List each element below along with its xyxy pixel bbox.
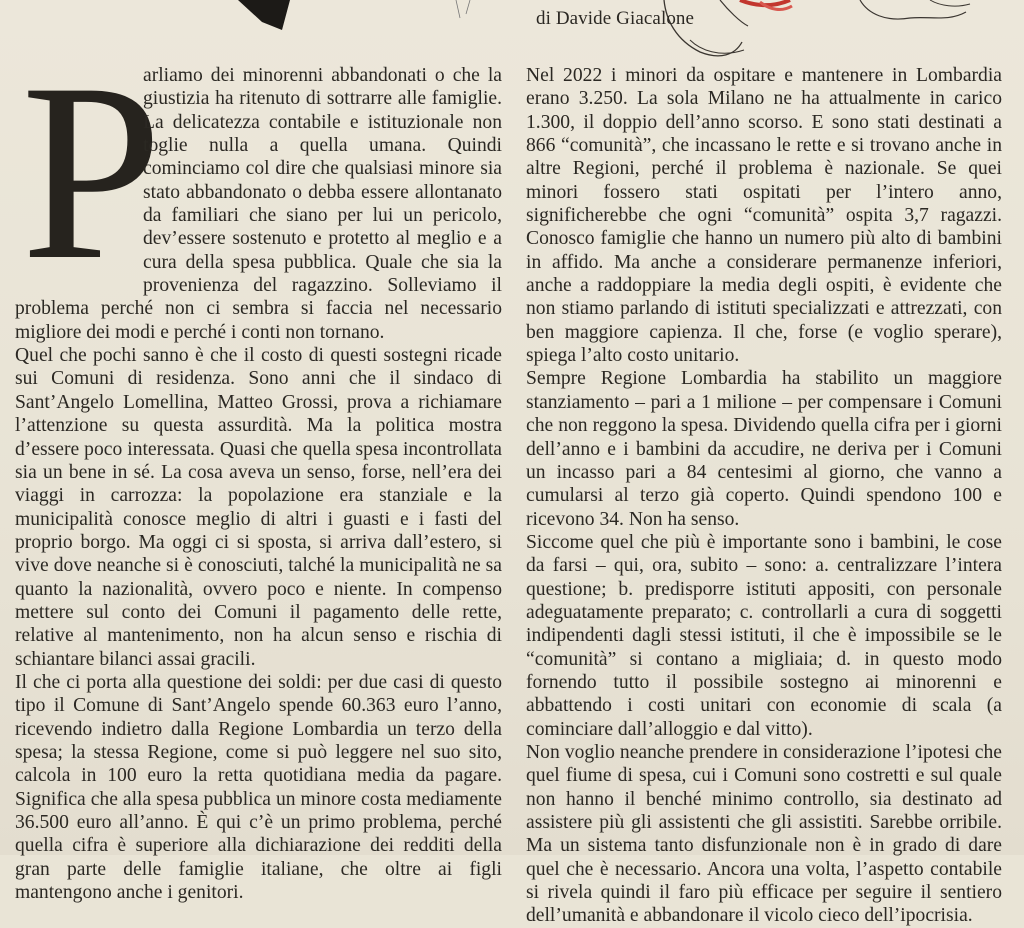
paragraph: Siccome quel che più è importante sono i bambini, le cose da farsi – qui, ora, subito – sono: a. centralizzare l’intera questione; b. predisporre istituti appositi, con personale adeguatamente preparato; c. controllarli a cura di soggetti indipendenti dagli stessi istituti, il che è impossibile se le “comunità” si contano a migliaia; d. in questo modo fornendo tutto il possibile sostegno ai minorenni e abbattendo i costi unitari con economie di scala (a cominciare dall’alloggio e dal vitto).: [526, 531, 1002, 740]
paragraph: Il che ci porta alla questione dei soldi: per due casi di questo tipo il Comune di Sant’Angelo spende 60.363 euro l’anno, ricevendo indietro dalla Regione Lombardia un terzo della spesa; la stessa Regione, come si può leggere nel suo sito, calcola in 100 euro la retta quotidiana media da pagare. Significa che alla spesa pubblica un minore costa mediamente 36.500 euro all’anno. È qui c’è un primo problema, perché quella cifra è superiore alla dichiarazione dei redditi della gran parte delle famiglie italiane, che oltre ai figli mantengono anche i genitori.: [15, 671, 502, 904]
paragraph: Nel 2022 i minori da ospitare e mantenere in Lombardia erano 3.250. La sola Milano ne ha attualmente in carico 1.300, il doppio dell’anno scorso. E sono stati destinati a 866 “comunità”, che incassano le rette e si trovano anche in altre Regioni, perché il problema è nazionale. Se quei minori fossero stati ospitati per l’intero anno, significherebbe che ogni “comunità” ospita 3,7 ragazzi. Conosco famiglie che hanno un numero più alto di bambini in affido. Ma anche a considerare permanenze inferiori, anche a raddoppiare la media degli ospiti, è evidente che non stiamo parlando di istituti specializzati e attrezzati, con ben maggiore capienza. Il che, forse (e voglio sperare), spiega l’alto costo unitario.: [526, 65, 1002, 367]
paragraph: Quel che pochi sanno è che il costo di questi sostegni ricade sui Comuni di residenza. Sono anni che il sindaco di Sant’Angelo Lomellina, Matteo Grossi, prova a richiamare l’attenzione su questa assurdità. Ma la politica mostra d’essere poco interessata. Quasi che quella spesa incontrollata sia un bene in sé. La cosa aveva un senso, forse, nell’era dei viaggi in carrozza: la popolazione era stanziale e la municipalità conosce meglio di altri i guasti e i fasti del proprio borgo. Ma oggi ci si sposta, si arriva dall’estero, si vive dove neanche si è conosciuti, talché la municipalità ne sa quanto la nazionalità, ovvero poco e niente. In compenso mettere sul conto dei Comuni il pagamento delle rette, relative al mantenimento, non ha alcun senso e rischia di schiantare bilanci assai gracili.: [15, 345, 502, 670]
article-column-left: [15, 31, 502, 904]
article-column-right: [526, 64, 1002, 928]
byline: di Davide Giacalone: [536, 8, 695, 29]
paragraph: Sempre Regione Lombardia ha stabilito un maggiore stanziamento – pari a 1 milione – per compensare i Comuni che non reggono la spesa. Dividendo quella cifra per i giorni dell’anno e i bambini da accudire, ne deriva per i Comuni un incasso pari a 84 centesimi al giorno, che vanno a cumularsi al terzo già coperto. Quindi spendono 100 e ricevono 34. Non ha senso.: [526, 368, 1002, 530]
paragraph: arliamo dei minorenni abbandonati o che la giustizia ha ritenuto di sottrarre alle famiglie. La delicatezza contabile e istituzionale non toglie nulla a quella umana. Quindi cominciamo col dire che qualsiasi minore sia stato abbandonato o debba essere allontanato da familiari che siano per lui un pericolo, dev’essere sostenuto e protetto al meglio e a cura della spesa pubblica. Quale che sia la provenienza del ragazzino. Solleviamo il problema perché non ci sembra si faccia nel necessario migliore dei modi e perché i conti non tornano.: [15, 65, 502, 343]
paragraph: Non voglio neanche prendere in considerazione l’ipotesi che quel fiume di spesa, cui i Comuni sono costretti e sul quale non hanno il benché minimo controllo, sia destinato ad assistere più gli assistenti che gli assistiti. Sarebbe orribile. Ma un sistema tanto disfunzionale non è in grado di dare quel che è necessario. Ancora una volta, l’aspetto contabile si rivela quindi il faro più efficace per seguire il sentiero dell’umanità e abbandonare il vicolo cieco dell’ipocrisia.: [526, 741, 1002, 927]
drop-cap: P: [21, 31, 163, 312]
